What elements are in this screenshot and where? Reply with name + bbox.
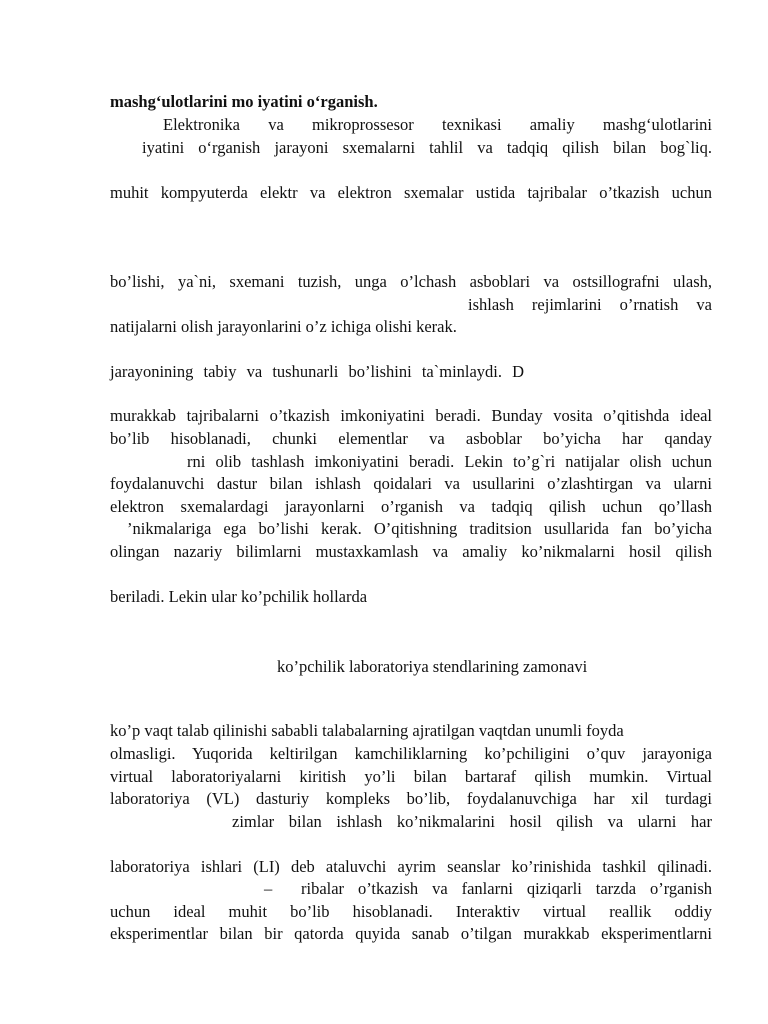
heading-line: mashg‘ulotlarini mo iyatini o‘rganish. (110, 92, 378, 111)
text-line: olingan nazariy bilimlarni mustaxkamlash va amaliy ko’nikmalarni hosil qilish (110, 542, 712, 561)
text-line: Elektronika va mikroprossesor texnikasi amaliy mashg‘ulotlarini (163, 115, 712, 134)
text-line: foydalanuvchi dastur bilan ishlash qoidalari va usullarini o’zlashtirgan va ularni (110, 474, 712, 493)
text-line: beriladi. Lekin ular ko’pchilik hollarda (110, 587, 368, 606)
text-line: bo’lib hisoblanadi, chunki elementlar va asboblar bo’yicha har qanday (110, 429, 712, 448)
text-line: ishlash rejimlarini o’rnatish va (468, 295, 712, 314)
text-line: murakkab tajribalarni o’tkazish imkoniyatini beradi. Bunday vosita o’qitishda ideal (110, 406, 712, 425)
dash-mark: – (264, 879, 273, 898)
text-line: rni olib tashlash imkoniyatini beradi. Lekin to’g`ri natijalar olish uchun (187, 452, 712, 471)
text-line: olmasligi. Yuqorida keltirilgan kamchiliklarning ko’pchiligini o’quv jarayoniga (110, 744, 712, 763)
text-line: uchun ideal muhit bo’lib hisoblanadi. Interaktiv virtual reallik oddiy (110, 902, 712, 921)
text-line: iyatini o‘rganish jarayoni sxemalarni tahlil va tadqiq qilish bilan bog`liq. (142, 138, 712, 157)
text-line: virtual laboratoriyalarni kiritish yo’li bilan bartaraf qilish mumkin. Virtual (110, 767, 712, 786)
text-line: ’nikmalariga ega bo’lishi kerak. O’qitishning traditsion usullarida fan bo’yicha (127, 519, 712, 538)
text-line: laboratoriya (VL) dasturiy kompleks bo’lib, foydalanuvchiga har xil turdagi (110, 789, 712, 808)
text-line: ko’pchilik laboratoriya stendlarining zamonavi (277, 657, 588, 676)
text-line: elektron sxemalardagi jarayonlarni o’rganish va tadqiq qilish uchun qo’llash (110, 497, 712, 516)
text-line: ribalar o’tkazish va fanlarni qiziqarli tarzda o’rganish (301, 879, 712, 898)
text-line: laboratoriya ishlari (LI) deb ataluvchi ayrim seanslar ko’rinishida tashkil qilinadi. (110, 857, 712, 876)
text-line: muhit kompyuterda elektr va elektron sxemalar ustida tajribalar o’tkazish uchun (110, 183, 712, 202)
text-line: bo’lishi, ya`ni, sxemani tuzish, unga o’lchash asboblari va ostsillografni ulash, (110, 272, 712, 291)
text-line: zimlar bilan ishlash ko’nikmalarini hosil qilish va ularni har (232, 812, 712, 831)
text-line: ko’p vaqt talab qilinishi sababli talabalarning ajratilgan vaqtdan unumli foyda (110, 721, 624, 740)
text-line: jarayonining tabiy va tushunarli bo’lishini ta`minlaydi. D (110, 362, 525, 381)
text-line: eksperimentlar bilan bir qatorda quyida sanab o’tilgan murakkab eksperimentlarni (110, 924, 712, 943)
text-line: natijalarni olish jarayonlarini o’z ichiga olishi kerak. (110, 317, 457, 336)
